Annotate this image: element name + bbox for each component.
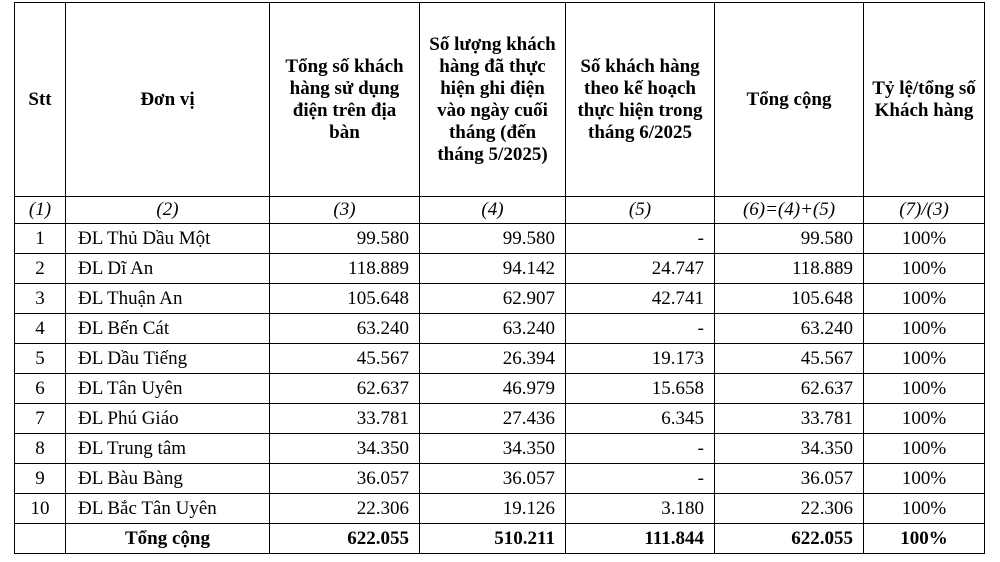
row-grand-total: 118.889 [715,254,864,284]
row-unit: ĐL Dầu Tiếng [66,344,270,374]
row-grand-total: 22.306 [715,494,864,524]
row-unit: ĐL Bến Cát [66,314,270,344]
row-recorded: 62.907 [420,284,566,314]
row-total-customers: 118.889 [270,254,420,284]
total-cell: 622.055 [715,524,864,554]
row-planned: 42.741 [566,284,715,314]
table-row [15,374,985,404]
row-total-customers: 62.637 [270,374,420,404]
row-grand-total: 63.240 [715,314,864,344]
row-stt: 5 [15,344,66,374]
header-ratio: Tỷ lệ/tổng số Khách hàng [864,3,985,197]
column-index: (2) [66,197,270,224]
column-index: (6)=(4)+(5) [715,197,864,224]
row-unit: ĐL Phú Giáo [66,404,270,434]
header-total-customers: Tổng số khách hàng sử dụng điện trên địa bàn [270,3,420,197]
row-stt: 2 [15,254,66,284]
row-stt: 4 [15,314,66,344]
total-cell: 510.211 [420,524,566,554]
row-planned: 6.345 [566,404,715,434]
row-total-customers: 105.648 [270,284,420,314]
row-total-customers: 34.350 [270,434,420,464]
row-grand-total: 62.637 [715,374,864,404]
header-row [15,3,985,197]
total-cell: 622.055 [270,524,420,554]
row-ratio: 100% [864,374,985,404]
table-row [15,494,985,524]
total-label: Tổng cộng [66,524,270,554]
row-stt: 1 [15,224,66,254]
row-recorded: 19.126 [420,494,566,524]
row-planned: 3.180 [566,494,715,524]
table-row [15,284,985,314]
row-grand-total: 45.567 [715,344,864,374]
row-total-customers: 99.580 [270,224,420,254]
row-recorded: 26.394 [420,344,566,374]
row-unit: ĐL Bắc Tân Uyên [66,494,270,524]
row-stt: 8 [15,434,66,464]
header-planned-customers: Số khách hàng theo kế hoạch thực hiện trong tháng 6/2025 [566,3,715,197]
column-index: (1) [15,197,66,224]
row-ratio: 100% [864,314,985,344]
row-planned: 19.173 [566,344,715,374]
row-planned: 24.747 [566,254,715,284]
row-stt: 9 [15,464,66,494]
row-total-customers: 33.781 [270,404,420,434]
column-index: (7)/(3) [864,197,985,224]
column-index: (4) [420,197,566,224]
row-recorded: 94.142 [420,254,566,284]
row-planned: - [566,224,715,254]
row-total-customers: 45.567 [270,344,420,374]
row-stt: 3 [15,284,66,314]
row-recorded: 34.350 [420,434,566,464]
row-grand-total: 105.648 [715,284,864,314]
row-unit: ĐL Trung tâm [66,434,270,464]
row-recorded: 46.979 [420,374,566,404]
total-stt [15,524,66,554]
row-unit: ĐL Tân Uyên [66,374,270,404]
row-grand-total: 36.057 [715,464,864,494]
row-total-customers: 22.306 [270,494,420,524]
row-grand-total: 34.350 [715,434,864,464]
table-row [15,404,985,434]
row-grand-total: 33.781 [715,404,864,434]
header-unit: Đơn vị [66,3,270,197]
row-total-customers: 63.240 [270,314,420,344]
table-row [15,434,985,464]
row-total-customers: 36.057 [270,464,420,494]
row-ratio: 100% [864,434,985,464]
customer-table [14,2,985,554]
row-recorded: 63.240 [420,314,566,344]
header-stt: Stt [15,3,66,197]
table-row [15,464,985,494]
row-stt: 7 [15,404,66,434]
row-planned: - [566,314,715,344]
row-recorded: 36.057 [420,464,566,494]
column-index-row [15,197,985,224]
row-stt: 6 [15,374,66,404]
table-row [15,344,985,374]
total-row [15,524,985,554]
row-planned: - [566,464,715,494]
table-row [15,254,985,284]
table-row [15,314,985,344]
header-recorded-customers: Số lượng khách hàng đã thực hiện ghi điện vào ngày cuối tháng (đến tháng 5/2025) [420,3,566,197]
total-ratio: 100% [864,524,985,554]
row-recorded: 27.436 [420,404,566,434]
row-stt: 10 [15,494,66,524]
total-cell: 111.844 [566,524,715,554]
header-grand-total: Tổng cộng [715,3,864,197]
row-ratio: 100% [864,284,985,314]
row-unit: ĐL Thủ Dầu Một [66,224,270,254]
row-ratio: 100% [864,224,985,254]
row-ratio: 100% [864,494,985,524]
column-index: (5) [566,197,715,224]
row-unit: ĐL Dĩ An [66,254,270,284]
row-ratio: 100% [864,344,985,374]
row-ratio: 100% [864,404,985,434]
row-ratio: 100% [864,254,985,284]
column-index: (3) [270,197,420,224]
row-planned: - [566,434,715,464]
row-planned: 15.658 [566,374,715,404]
row-grand-total: 99.580 [715,224,864,254]
row-ratio: 100% [864,464,985,494]
row-unit: ĐL Bàu Bàng [66,464,270,494]
table-body [15,224,985,524]
row-unit: ĐL Thuận An [66,284,270,314]
row-recorded: 99.580 [420,224,566,254]
table-row [15,224,985,254]
